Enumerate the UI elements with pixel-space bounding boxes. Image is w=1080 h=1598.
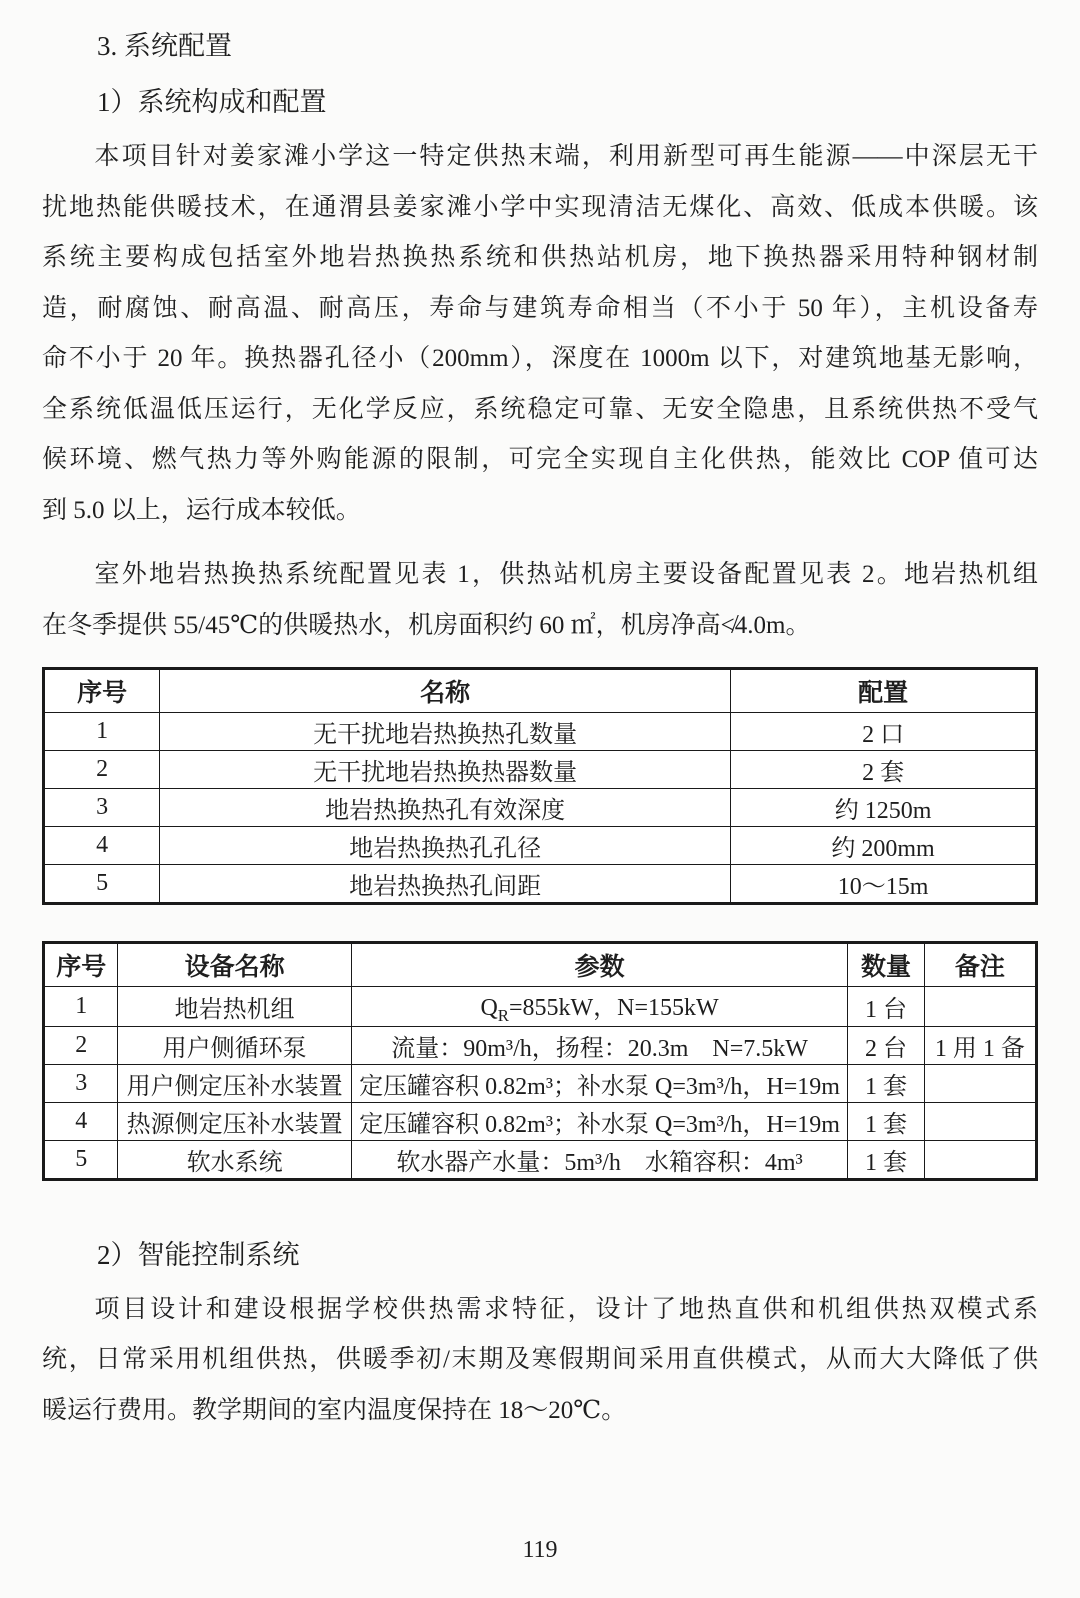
table-header-cell: 备注: [924, 943, 1036, 987]
table-cell: 地岩热换热孔有效深度: [160, 789, 731, 827]
paragraph-line: 全系统低温低压运行，无化学反应，系统稳定可靠、无安全隐患，且系统供热不受气: [42, 395, 1038, 423]
table-cell: 1 用 1 备: [924, 1026, 1036, 1064]
table-cell: 3: [44, 1064, 118, 1102]
table-cell: 1 套: [848, 1102, 924, 1140]
table-cell: 无干扰地岩热换热孔数量: [160, 713, 731, 751]
paragraph-1: [42, 132, 1038, 536]
table-cell: [924, 1140, 1036, 1179]
table-cell: 定压罐容积 0.82m³；补水泵 Q=3m³/h，H=19m: [351, 1064, 848, 1102]
table-cell: [924, 1064, 1036, 1102]
table-cell: 10～15m: [731, 865, 1037, 904]
param-text: =855kW，N=155kW: [508, 995, 719, 1021]
table-cell: 定压罐容积 0.82m³；补水泵 Q=3m³/h，H=19m: [351, 1102, 848, 1140]
table-header-cell: 序号: [44, 669, 160, 713]
paragraph-line: 在冬季提供 55/45℃的供暖热水，机房面积约 60 ㎡，机房净高≮4.0m。: [42, 611, 811, 639]
table-cell: 4: [44, 827, 160, 865]
table-cell: 地岩热机组: [118, 987, 351, 1027]
table-row: [44, 1102, 1037, 1140]
section-heading: 3. 系统配置: [97, 31, 232, 61]
table-header-row: [44, 669, 1037, 713]
heat-exchange-config-table: [42, 667, 1038, 905]
table-cell: 5: [44, 865, 160, 904]
table-header-cell: 名称: [160, 669, 731, 713]
param-text: Q: [480, 995, 498, 1021]
paragraph-line: 候环境、燃气热力等外购能源的限制，可完全实现自主化供热，能效比 COP 值可达: [42, 446, 1038, 473]
table-header-cell: 配置: [731, 669, 1037, 713]
table-row: [44, 1026, 1037, 1064]
paragraph-2: [42, 550, 1038, 651]
table-row: [44, 987, 1037, 1027]
table-cell: 2: [44, 1026, 118, 1064]
table-cell: 1 台: [848, 987, 924, 1027]
table-cell: 用户侧定压补水装置: [118, 1064, 351, 1102]
paragraph-3: [42, 1285, 1038, 1437]
table-cell: 1 套: [848, 1140, 924, 1179]
table-row: [44, 865, 1037, 904]
table-row: [44, 751, 1037, 789]
equipment-config-table: [42, 941, 1038, 1181]
table-row: [44, 789, 1037, 827]
table-cell: 2 套: [731, 751, 1037, 789]
table-cell: 1 套: [848, 1064, 924, 1102]
paragraph-line: 室外地岩热换热系统配置见表 1，供热站机房主要设备配置见表 2。地岩热机组: [94, 561, 1038, 588]
table-cell: [351, 987, 848, 1027]
table-cell: 地岩热换热孔间距: [160, 865, 731, 904]
table-cell: 约 200mm: [731, 827, 1037, 865]
paragraph-line: 统，日常采用机组供热，供暖季初/末期及寒假期间采用直供模式，从而大大降低了供: [42, 1346, 1038, 1374]
table-header-cell: 参数: [351, 943, 848, 987]
table-cell: 流量：90m³/h，扬程：20.3m N=7.5kW: [351, 1026, 848, 1064]
table-cell: 2: [44, 751, 160, 789]
param-subscript: R: [497, 1005, 509, 1025]
paragraph-line: 项目设计和建设根据学校供热需求特征，设计了地热直供和机组供热双模式系: [94, 1295, 1038, 1323]
table-cell: 2 台: [848, 1026, 924, 1064]
paragraph-line: 造，耐腐蚀、耐高温、耐高压，寿命与建筑寿命相当（不小于 50 年），主机设备寿: [42, 294, 1038, 322]
page-number: 119: [522, 1537, 558, 1563]
table-cell: [924, 987, 1036, 1027]
table-header-cell: 数量: [848, 943, 924, 987]
table-cell: 3: [44, 789, 160, 827]
subsection-heading-1: 1）系统构成和配置: [97, 87, 327, 117]
paragraph-line: 系统主要构成包括室外地岩热换热系统和供热站机房，地下换热器采用特种钢材制: [42, 244, 1038, 271]
table-cell: [924, 1102, 1036, 1140]
table-header-cell: 序号: [44, 943, 118, 987]
table-row: [44, 1064, 1037, 1102]
table-header-cell: 设备名称: [118, 943, 351, 987]
table-row: [44, 1140, 1037, 1179]
paragraph-line: 到 5.0 以上，运行成本较低。: [42, 496, 361, 524]
table-cell: 地岩热换热孔孔径: [160, 827, 731, 865]
paragraph-line: 暖运行费用。教学期间的室内温度保持在 18～20℃。: [42, 1396, 627, 1424]
table-row: [44, 713, 1037, 751]
table-row: [44, 827, 1037, 865]
paragraph-line: 扰地热能供暖技术，在通渭县姜家滩小学中实现清洁无煤化、高效、低成本供暖。该: [42, 193, 1038, 221]
table-cell: 4: [44, 1102, 118, 1140]
table-cell: 1: [44, 713, 160, 751]
table-cell: 用户侧循环泵: [118, 1026, 351, 1064]
paragraph-line: 本项目针对姜家滩小学这一特定供热末端，利用新型可再生能源——中深层无干: [94, 143, 1038, 170]
table-cell: 5: [44, 1140, 118, 1179]
table-cell: 无干扰地岩热换热器数量: [160, 751, 731, 789]
table-cell: 2 口: [731, 713, 1037, 751]
table-cell: 热源侧定压补水装置: [118, 1102, 351, 1140]
table-cell: 软水系统: [118, 1140, 351, 1179]
subsection-heading-2: 2）智能控制系统: [97, 1239, 300, 1270]
table-cell: 约 1250m: [731, 789, 1037, 827]
table-cell: 软水器产水量：5m³/h 水箱容积：4m³: [351, 1140, 848, 1179]
table-header-row: [44, 943, 1037, 987]
table-cell: 1: [44, 987, 118, 1027]
paragraph-line: 命不小于 20 年。换热器孔径小（200mm），深度在 1000m 以下，对建筑地基无影响，: [42, 345, 1038, 372]
